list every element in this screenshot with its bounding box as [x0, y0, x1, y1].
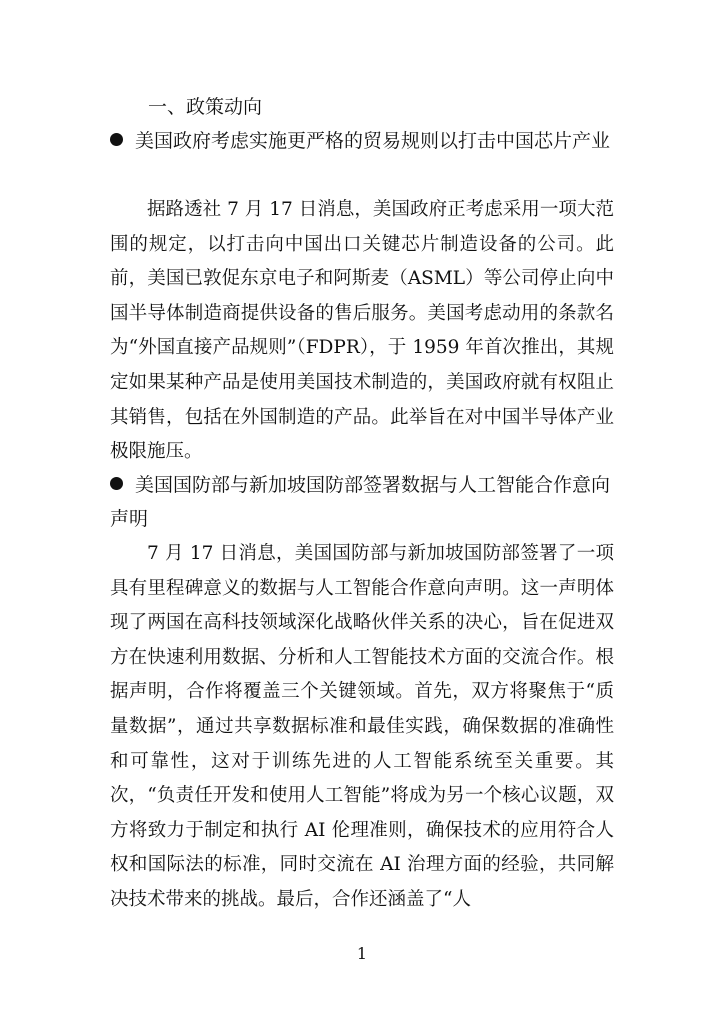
bullet-dot-icon [110, 477, 123, 490]
item-heading-2-text: 美国国防部与新加坡国防部签署数据与人工智能合作意向声明 [110, 474, 611, 530]
section-title: 一、政策动向 [148, 96, 263, 118]
bullet-dot-icon [110, 133, 123, 146]
item-heading-1-text: 美国政府考虑实施更严格的贸易规则以打击中国芯片产业 [135, 130, 611, 152]
item-heading-2 [110, 468, 614, 536]
item-body-2: 7 月 17 日消息，美国国防部与新加坡国防部签署了一项具有里程碑意义的数据与人工智能合作意向声明。这一声明体现了两国在高科技领域深化战略伙伴关系的决心，旨在促进双方在快速利用数据、分析和人工智能技术方面的交流合作。根据声明，合作将覆盖三个关键领域。首先，双方将聚焦于“质量数据”，通过共享数据标准和最佳实践，确保数据的准确性和可靠性，这对于训练先进的人工智能系统至关重要。其次，“负责任开发和使用人工智能”将成为另一个核心议题，双方将致力于制定和执行 AI 伦理准则，确保技术的应用符合人权和国际法的标准，同时交流在 AI 治理方面的经验，共同解决技术带来的挑战。最后，合作还涵盖了“人 [110, 543, 614, 910]
item-heading-1 [110, 124, 614, 158]
item-body-1: 据路透社 7 月 17 日消息，美国政府正考虑采用一项大范围的规定，以打击向中国出口关键芯片制造设备的公司。此前，美国已敦促东京电子和阿斯麦（ASML）等公司停止向中国半导体制造商提供设备的售后服务。美国考虑动用的条款名为“外国直接产品规则”（FDPR），于 1959 年首次推出，其规定如果某种产品是使用美国技术制造的，美国政府就有权阻止其销售，包括在外国制造的产品。此举旨在对中国半导体产业极限施压。 [110, 199, 614, 463]
page-number: 1 [356, 944, 368, 963]
